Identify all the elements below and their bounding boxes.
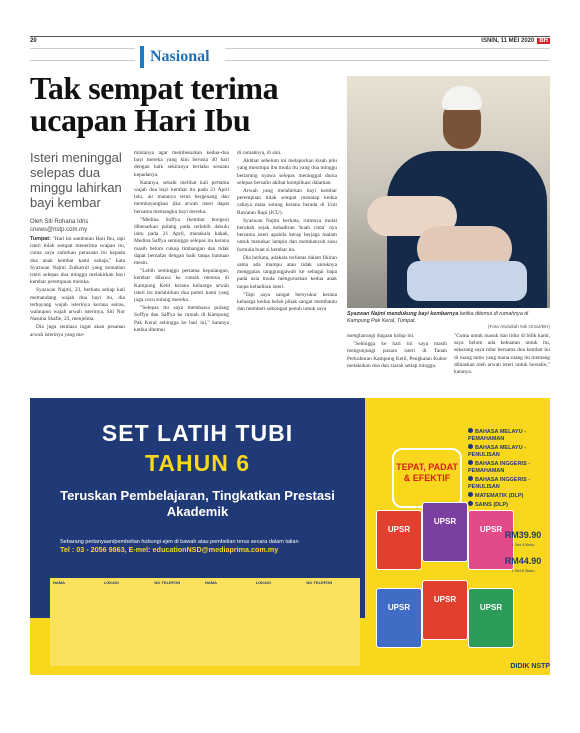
page-number: 20 — [30, 38, 37, 44]
subject-item: MATEMATIK (DLP) — [468, 492, 550, 500]
ad-slogan: Teruskan Pembelajaran, Tingkatkan Prestasi Akademik — [60, 488, 335, 519]
ad-contact-tel[interactable]: Tel : 03 - 2056 9863, E-mel: educationNSD@mediaprima.com.my — [60, 545, 279, 554]
paragraph: Akhbar sebelum ini melaporkan kisah pilu yang menimpa ibu muda itu yang dua minggu bertarung nyawa selepas meninggal dunia selepas bersalin akibat komplikasi dalaman. — [237, 158, 337, 186]
byline: Oleh Siti Rohana Idris cnews@nstp.com.my — [30, 219, 89, 233]
price-tag: RM44.90 1 Set 6 Buku — [504, 556, 542, 573]
agent-table-header: NAMA LOKASI NO TELEFON NAMA LOKASI NO TELEFON — [53, 581, 333, 585]
dateline-place: Tumpat: — [30, 236, 51, 242]
ad-contact-info: Sebarang pertanyaan/pembelian hubungi ejen di bawah atau pembelian terus secara dalam talian Tel : 03 - 2056 9863, E-mel: educationNSD@mediaprima.com.my — [60, 538, 350, 554]
header-rule — [30, 36, 550, 37]
advertisement[interactable] — [30, 398, 550, 675]
paragraph: Tumpat: "Hari ini sambutan Hari Ibu, tapi isteri tidak sempat menerima ucapan itu, cuma saya zahirkan perasaan itu kepada dua anak kembar kami sahaja," kata Syazwan Najmi Zulkarnil yang kematian isteri selepas dua minggu melahirkan bayi kembar perempuan mereka. — [30, 236, 125, 286]
subject-item: BAHASA INGGERIS -PEMAHAMAN — [468, 461, 531, 474]
article-column-5 — [454, 333, 550, 377]
photo-caption: Syazwan Najmi mendukung bayi kembarnya ketika ditemui di rumahnya di Kampung Pak Keral, Tumpat. — [347, 311, 529, 324]
price-tag: RM39.90 1 Set 4 Buku — [504, 530, 542, 547]
article-column-4 — [347, 333, 447, 371]
photo-credit: (Foto Abdullah Nik Omar/BH) — [487, 325, 550, 330]
paragraph: "Tapi saya sangat bersyukur kerana keluarga kedua belah pihak sangat membantu dan memberi sokongan penuh untuk saya — [237, 291, 337, 313]
issue-date: ISNIN, 11 MEI 2020 — [481, 38, 535, 44]
book-cover: UPSR — [376, 588, 422, 648]
ad-title: SET LATIH TUBI — [101, 420, 294, 446]
paragraph: Dia juga sentiasa ingat akan pesanan arwah isterinya yang me- — [30, 324, 125, 338]
paragraph: di rumahnya, di sini. — [237, 150, 282, 156]
subject-item: SAINS (DLP) — [468, 501, 550, 509]
section-rule-left — [30, 48, 135, 61]
dateline — [481, 38, 550, 44]
ad-brand-logos: DIDIK NSTP — [510, 663, 550, 670]
book-cover: UPSR — [422, 580, 468, 640]
paragraph: mintanya agar membesarkan kedua-dua bayi mereka yang kini berusia 40 hari dengan baik sekiranya berlaku sesuatu kepadanya. — [134, 150, 229, 178]
book-cover: UPSR — [468, 510, 514, 570]
deck: Isteri meninggal selepas dua minggu lahirkan bayi kembar — [30, 150, 122, 210]
paragraph: Dia berkata, adakala terlintas dalam fikiran sama ada mampu atau tidak untuknya menggalas tanggungjawab ke sebagai bapa pada usia muda menguruskan kedua anak tanpa kehadiran isteri. — [237, 254, 337, 290]
section-label: Nasional — [140, 46, 218, 68]
paragraph: mengharungi dugaan hidup ini. — [347, 333, 415, 339]
agent-table — [50, 578, 360, 666]
article-column-3 — [237, 150, 337, 314]
book-cover: UPSR — [468, 588, 514, 648]
section-rule-right — [225, 48, 550, 61]
subject-item: BAHASA MELAYU -PENULISAN — [468, 445, 526, 458]
photo-figure-cap — [442, 86, 482, 110]
ad-subtitle: TAHUN 6 — [145, 450, 250, 476]
photo-cloth — [407, 261, 527, 301]
paragraph: Arwah yang melahirkan bayi kembar perempuan tidak sempat menatap kedua cahaya mata sulung kerana berada di Unit Rawatan Rapi (ICU). — [237, 188, 337, 216]
paragraph: "Cuma untuk masuk dan tidur di bilik kami, saya belum ada kekuatan untuk itu, sekarang saya tidur bersama dua kembar ini di ruang tamu yang mana ruang itu memang dihiaskan oleh arwah isteri untuk bersalin," katanya. — [454, 333, 550, 376]
book-cover: UPSR — [376, 510, 422, 570]
paragraph: "Selepas itu saya membawa pulang Soffya dan Saffya ke rumah di Kampung Pak Keral sehingga ke hari ini," katanya ketika ditemui — [134, 305, 229, 333]
article-column-2 — [134, 150, 229, 335]
paragraph: "Sehingga ke hari ini saya masih mengunjungi pusara isteri di Tanah Perkuburan Kampung Ketil, Pengkalan Kubor melakukan doa dan ziarah setiap minggu. — [347, 341, 447, 369]
ad-badge: TEPAT, PADAT & EFEKTIF — [392, 448, 462, 508]
article-photo — [347, 76, 550, 308]
paragraph: "Lebih seminggu pertama kepulangan, kembar dibawa ke rumah mentua di Kampung Ketil kerana keluarga arwah isteri itu melahirkan dua puteri kami yang juga cucu sulung mereka. — [134, 268, 229, 304]
photo-figure-face — [443, 104, 481, 149]
bh-logo: BH — [539, 38, 548, 44]
book-cover: UPSR — [422, 502, 468, 562]
article-column-1 — [30, 236, 125, 340]
subject-item: BAHASA INGGERIS -PENULISAN — [468, 477, 531, 490]
headline: Tak sempat terima ucapan Hari Ibu — [30, 70, 279, 138]
subject-list — [468, 428, 550, 510]
paragraph: Katanya, sebaik melihat kali pertama wajah dua bayi kembar itu pada 21 April lalu, air matanya terus bergenang dan membayangkan jika arwah isteri dapat bersama memangku bayi mereka. — [134, 179, 229, 215]
paragraph: Syazwan Najmi, 23, berkata setiap kali memandang wajah dua bayi itu, dia terbayang wajah isterinya kerana seiras, walaupun wajah arwah isterinya, Siti Nur Nasuha Shafie, 23, menjelma. — [30, 287, 125, 323]
paragraph: Syazwan Najmi berkata, rutinnya mulai berubah sejak kehadiran 'buah cinta' nya bersama isteri apabila kerap berjaga malam untuk menukar lampin dan membancuh susu formula buat si kembar itu. — [237, 217, 337, 253]
paragraph: "Medina Soffya (kembar bongsu) dibenarkan pulang pada terlebih dahulu iaitu pada 21 April, manakala kakak, Medina Saffya seminggu selepas itu kerana masih belum cukup timbangan dan tidak dapat bernafas dengan baik tanpa bantuan mesin. — [134, 216, 229, 267]
subject-item: BAHASA MELAYU -PEMAHAMAN — [468, 429, 526, 442]
